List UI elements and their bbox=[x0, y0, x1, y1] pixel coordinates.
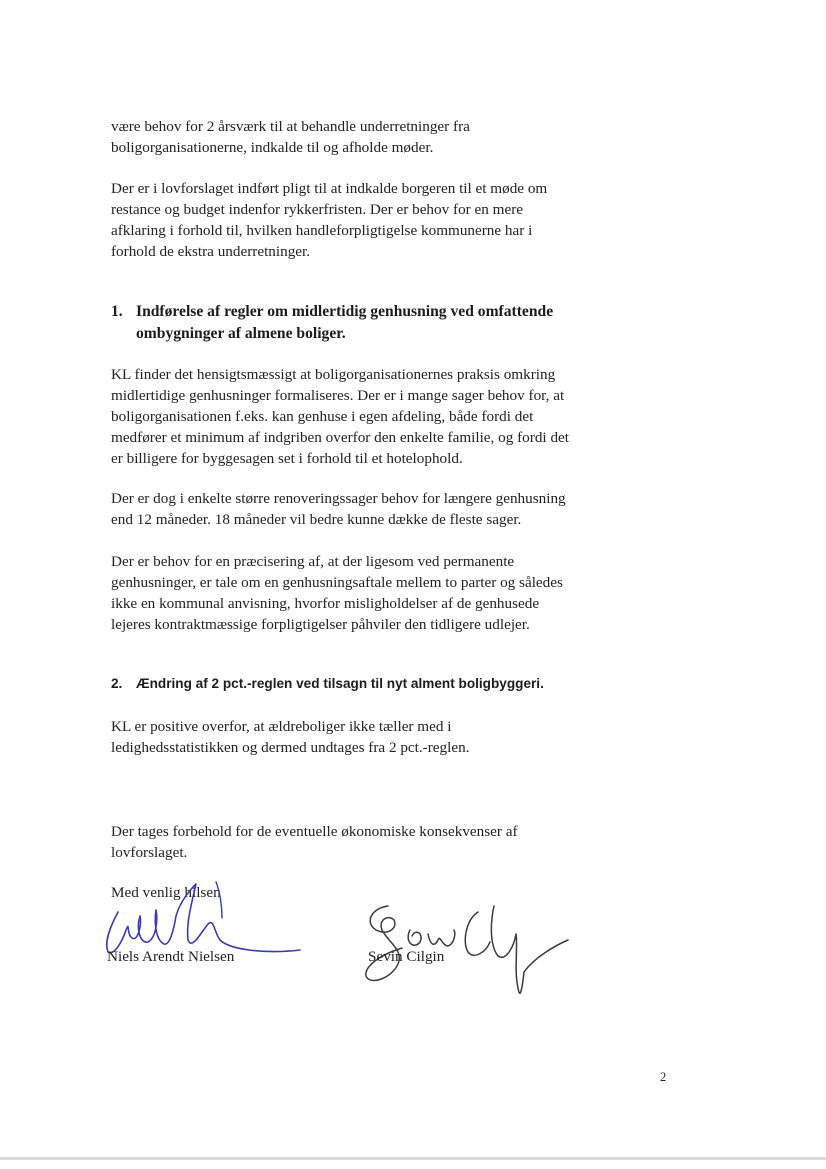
text-line: midlertidige genhusninger formaliseres. Der er i mange sager behov for, at bbox=[111, 387, 565, 404]
section-title-line: Indførelse af regler om midlertidig genhusning ved omfattende bbox=[136, 303, 554, 320]
text-line: boligorganisationen f.eks. kan genhuse i egen afdeling, både fordi det bbox=[111, 408, 534, 425]
paragraph-intro bbox=[111, 116, 651, 158]
section-number: 1. bbox=[111, 303, 123, 320]
paragraph-renovation-duration bbox=[111, 488, 651, 530]
text-line: Der tages forbehold for de eventuelle økonomiske konsekvenser af bbox=[111, 823, 518, 840]
paragraph-rehousing-practice bbox=[111, 364, 651, 469]
section-title-line: ombygninger af almene boliger. bbox=[136, 325, 346, 342]
page-edge-divider bbox=[0, 1157, 826, 1160]
text-line: medfører et minimum af indgriben overfor den enkelte familie, og fordi det bbox=[111, 429, 569, 446]
paragraph-duty-meeting bbox=[111, 178, 651, 262]
text-line: genhusninger, er tale om en genhusningsaftale mellem to parter og således bbox=[111, 574, 563, 591]
text-line: Der er i lovforslaget indført pligt til at indkalde borgeren til et møde om bbox=[111, 180, 548, 197]
section-number: 2. bbox=[111, 676, 123, 691]
text-line: end 12 måneder. 18 måneder vil bedre kunne dække de fleste sager. bbox=[111, 511, 522, 528]
paragraph-elderly-housing bbox=[111, 716, 651, 758]
text-line: Der er behov for en præcisering af, at der ligesom ved permanente bbox=[111, 553, 515, 570]
text-line: er billigere for byggesagen set i forhold til et hotelophold. bbox=[111, 450, 463, 467]
section-heading-2 bbox=[111, 674, 544, 694]
page-number: 2 bbox=[660, 1070, 667, 1084]
signer-name-1: Niels Arendt Nielsen bbox=[107, 948, 235, 965]
text-line: Der er dog i enkelte større renoveringssager behov for længere genhusning bbox=[111, 490, 566, 507]
text-line: lejeres kontraktmæssige forpligtigelser påhviler den tidligere udlejer. bbox=[111, 616, 530, 633]
text-line: være behov for 2 årsværk til at behandle underretninger fra bbox=[111, 118, 470, 135]
text-line: KL er positive overfor, at ældreboliger ikke tæller med i bbox=[111, 718, 452, 735]
text-line: KL finder det hensigtsmæssigt at boligorganisationernes praksis omkring bbox=[111, 366, 556, 383]
closing-greeting: Med venlig hilsen bbox=[111, 884, 221, 901]
text-line: ikke en kommunal anvisning, hvorfor misligholdelser af de genhusede bbox=[111, 595, 540, 612]
paragraph-clarification bbox=[111, 551, 651, 635]
text-line: restance og budget indenfor rykkerfristen. Der er behov for en mere bbox=[111, 201, 523, 218]
section-title: Ændring af 2 pct.-reglen ved tilsagn til nyt alment boligbyggeri. bbox=[136, 676, 544, 691]
paragraph-reservation bbox=[111, 821, 651, 863]
text-line: ledighedsstatistikken og dermed undtages fra 2 pct.-reglen. bbox=[111, 739, 470, 756]
text-line: forhold de ekstra underretninger. bbox=[111, 243, 311, 260]
text-line: afklaring i forhold til, hvilken handleforpligtigelse kommunerne har i bbox=[111, 222, 533, 239]
text-line: boligorganisationerne, indkalde til og afholde møder. bbox=[111, 139, 434, 156]
signer-name-2: Sevin Cilgin bbox=[368, 948, 445, 965]
section-heading-1 bbox=[111, 301, 671, 345]
text-line: lovforslaget. bbox=[111, 844, 188, 861]
